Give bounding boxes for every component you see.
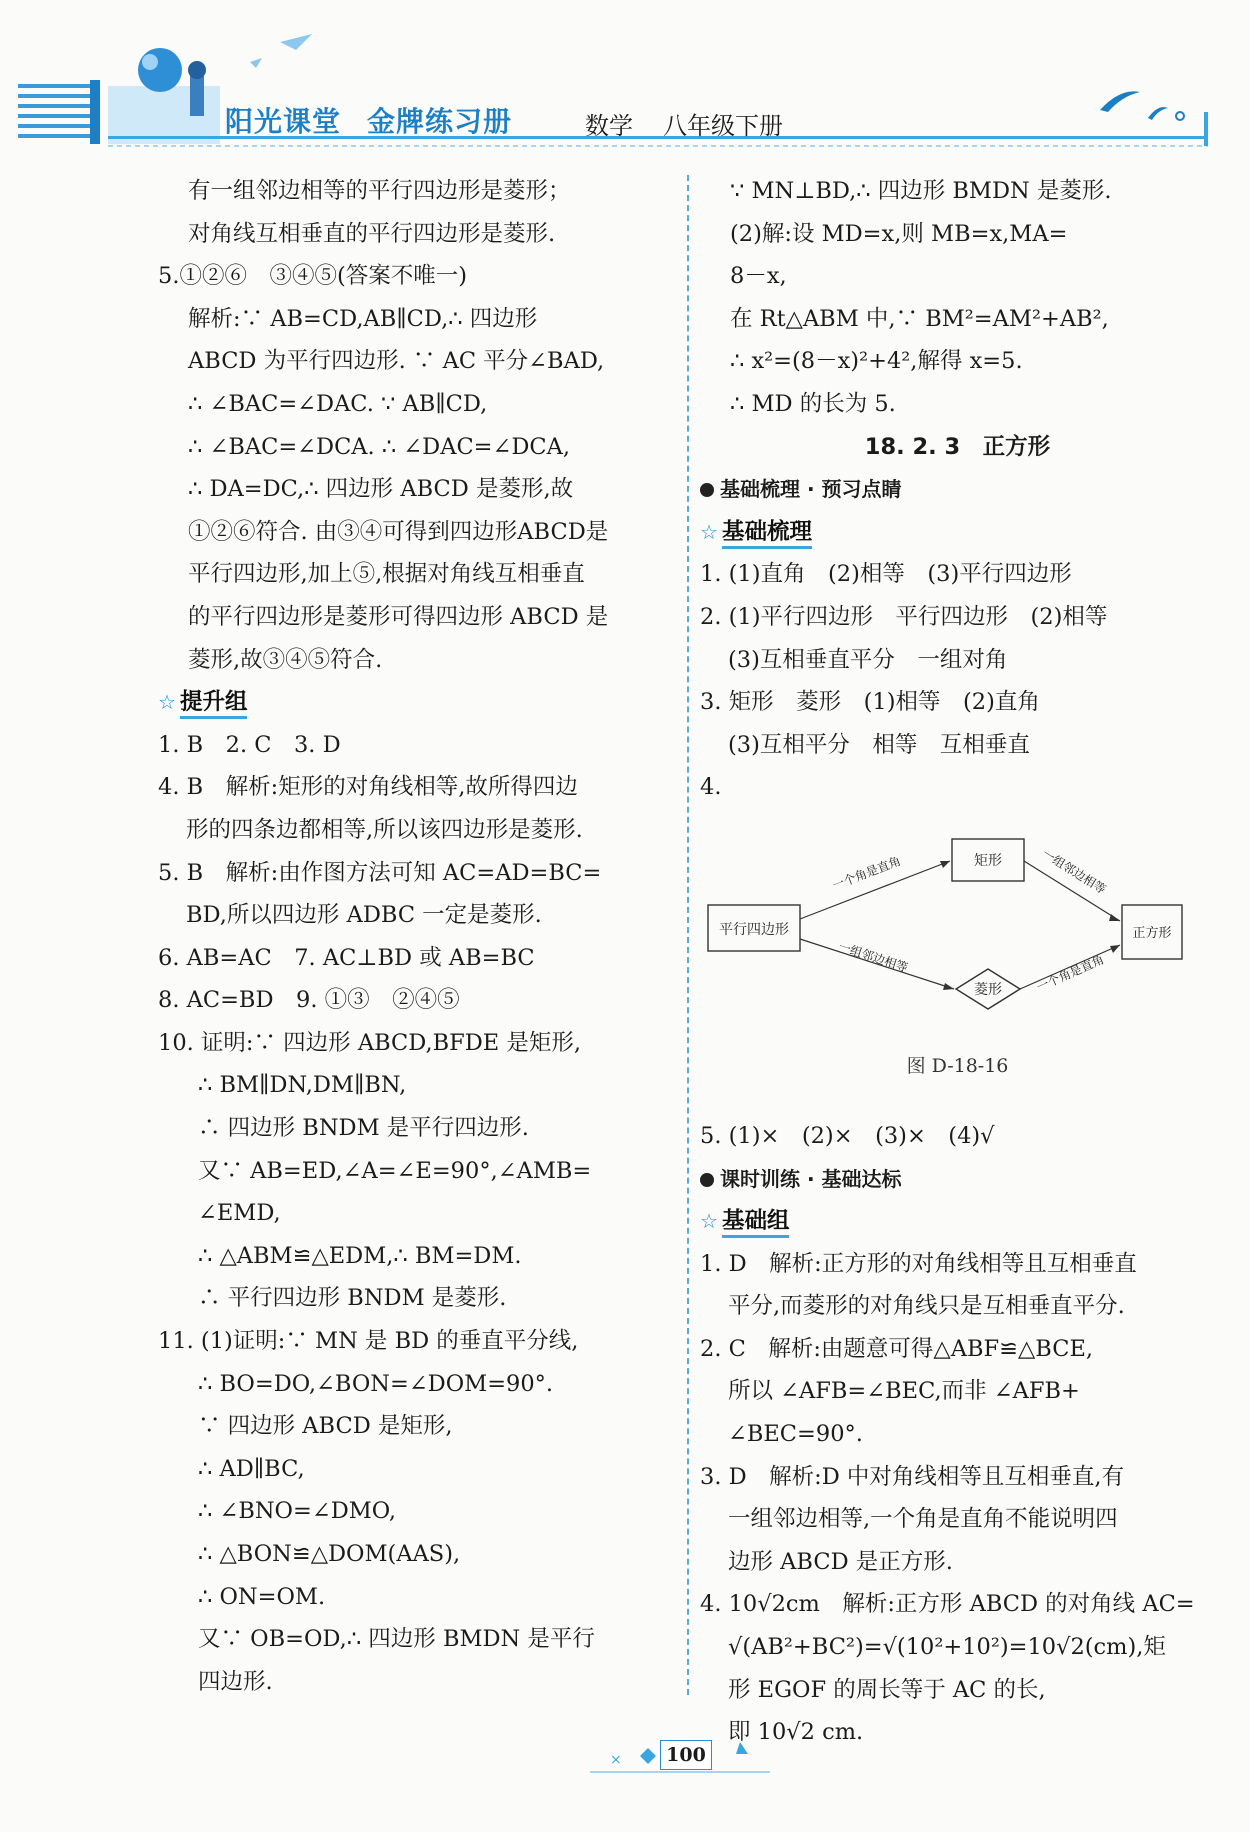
answer-line: 11. (1)证明:∵ MN 是 BD 的垂直平分线, xyxy=(158,1328,579,1355)
answer-line: 又∵ OB=OD,∴ 四边形 BMDN 是平行 xyxy=(198,1626,595,1653)
answer-line: ∵ 四边形 ABCD 是矩形, xyxy=(198,1413,453,1440)
answer-line: (2)解:设 MD=x,则 MB=x,MA= xyxy=(730,220,1068,247)
answer-line: 1. B 2. C 3. D xyxy=(158,731,341,758)
edge-label-p-rect: 一个角是直角 xyxy=(830,853,903,893)
answer-line: 即 10√2 cm. xyxy=(728,1719,864,1746)
answer-line: 一组邻边相等,一个角是直角不能说明四 xyxy=(728,1506,1118,1533)
subject-label: 数学 xyxy=(585,112,633,140)
answer-line: 又∵ AB=ED,∠A=∠E=90°,∠AMB= xyxy=(198,1157,592,1184)
diagram-svg xyxy=(700,809,1200,1047)
answer-line: 10. 证明:∵ 四边形 ABCD,BFDE 是矩形, xyxy=(158,1029,582,1056)
answer-line: ∴ AD∥BC, xyxy=(198,1455,305,1482)
answer-line: 3. 矩形 菱形 (1)相等 (2)直角 xyxy=(700,689,1040,716)
answer-line: 5.①②⑥ ③④⑤(答案不唯一) xyxy=(158,263,468,290)
answer-line: 5. B 解析:由作图方法可知 AC=AD=BC= xyxy=(158,859,602,886)
subsection-heading-text: 提升组 xyxy=(180,689,248,719)
node-rectangle-label: 矩形 xyxy=(974,852,1002,869)
section-title: 18. 2. 3 正方形 xyxy=(864,433,1051,460)
answer-line: ∴ △ABM≌△EDM,∴ BM=DM. xyxy=(198,1242,522,1269)
star-icon: ☆ xyxy=(158,690,176,715)
node-rhombus-label: 菱形 xyxy=(974,981,1002,998)
answer-line: 平分,而菱形的对角线只是互相垂直平分. xyxy=(728,1293,1125,1320)
answer-line: (3)互相垂直平分 一组对角 xyxy=(728,646,1008,673)
series-name: 金牌练习册 xyxy=(367,105,513,138)
subsection-heading xyxy=(700,511,1215,554)
answer-line: ∠EMD, xyxy=(198,1200,281,1227)
answer-line: 3. D 解析:D 中对角线相等且互相垂直,有 xyxy=(700,1463,1125,1490)
star-icon: ☆ xyxy=(700,1209,718,1234)
answer-line: √(AB²+BC²)=√(10²+10²)=10√2(cm),矩 xyxy=(728,1634,1166,1661)
subsection-heading-text: 基础组 xyxy=(722,1208,790,1238)
section-heading xyxy=(700,468,1215,511)
answer-line: ∴ ON=OM. xyxy=(198,1583,326,1610)
answer-line: ∴ MD 的长为 5. xyxy=(730,390,896,417)
answer-line: 1. (1)直角 (2)相等 (3)平行四边形 xyxy=(700,561,1072,588)
left-column xyxy=(158,170,678,1703)
answer-line: 8. AC=BD 9. ①③ ②④⑤ xyxy=(158,987,460,1014)
answer-line: ①②⑥符合. 由③④可得到四边形ABCD是 xyxy=(188,518,609,545)
answer-line: ∴ x²=(8－x)²+4²,解得 x=5. xyxy=(730,348,1023,375)
answer-line: 5. (1)× (2)× (3)× (4)√ xyxy=(700,1122,995,1149)
answer-line: ∴ BO=DO,∠BON=∠DOM=90°. xyxy=(198,1370,554,1397)
answer-line: 有一组邻边相等的平行四边形是菱形； xyxy=(188,178,571,204)
answer-line: ∵ MN⊥BD,∴ 四边形 BMDN 是菱形. xyxy=(730,178,1112,204)
edge-label-rect-sq: 一组邻边相等 xyxy=(1039,846,1109,897)
answer-line: 四边形. xyxy=(198,1668,273,1695)
figure-caption: 图 D-18-16 xyxy=(906,1054,1009,1077)
answer-line: 所以 ∠AFB=∠BEC,而非 ∠AFB+ xyxy=(728,1378,1080,1405)
subsection-heading xyxy=(158,681,678,724)
node-parallelogram-label: 平行四边形 xyxy=(719,921,789,938)
answer-line: ∴ ∠BAC=∠DAC. ∵ AB∥CD, xyxy=(188,390,488,417)
star-icon: ☆ xyxy=(700,519,718,544)
answer-line: 形 EGOF 的周长等于 AC 的长, xyxy=(728,1676,1046,1703)
answer-line: 2. C 解析:由题意可得△ABF≌△BCE, xyxy=(700,1335,1094,1362)
page-header xyxy=(0,0,1250,160)
answer-line: 4. B 解析:矩形的对角线相等,故所得四边 xyxy=(158,774,578,801)
node-square-label: 正方形 xyxy=(1132,925,1172,941)
book-subject-grade xyxy=(585,106,813,141)
brand-name: 阳光课堂 xyxy=(225,105,342,138)
answer-line: ∴ ∠BNO=∠DMO, xyxy=(198,1498,397,1525)
answer-line: ∴ 平行四边形 BNDM 是菱形. xyxy=(198,1285,507,1312)
book-title xyxy=(225,100,538,140)
section-heading-text: 课时训练 · 基础达标 xyxy=(720,1166,902,1191)
answer-line: 解析:∵ AB=CD,AB∥CD,∴ 四边形 xyxy=(188,305,538,332)
answer-line: 2. (1)平行四边形 平行四边形 (2)相等 xyxy=(700,603,1108,630)
grade-label: 八年级下册 xyxy=(663,112,783,140)
right-column-bottom xyxy=(700,1115,1215,1754)
answer-line: 4. 10√2cm 解析:正方形 ABCD 的对角线 AC= xyxy=(700,1591,1195,1618)
answer-line: 在 Rt△ABM 中,∵ BM²=AM²+AB², xyxy=(730,305,1109,332)
section-heading-text: 基础梳理 · 预习点睛 xyxy=(720,477,902,502)
answer-line: 平行四边形,加上⑤,根据对角线互相垂直 xyxy=(188,561,585,588)
answer-line: (3)互相平分 相等 互相垂直 xyxy=(728,731,1030,758)
answer-line: 6. AB=AC 7. AC⊥BD 或 AB=BC xyxy=(158,944,535,971)
right-column xyxy=(700,170,1215,1754)
answer-line: 8－x, xyxy=(730,263,787,290)
subsection-heading-text: 基础梳理 xyxy=(722,519,812,549)
answer-line: ABCD 为平行四边形. ∵ AC 平分∠BAD, xyxy=(188,348,605,375)
answer-line: 对角线互相垂直的平行四边形是菱形. xyxy=(188,220,556,247)
answer-line: ∴ 四边形 BNDM 是平行四边形. xyxy=(198,1115,529,1142)
edge-label-rh-sq: 一个角是直角 xyxy=(1034,952,1107,995)
section-heading xyxy=(700,1158,1215,1201)
quadrilateral-relation-diagram xyxy=(700,809,1215,1047)
column-divider xyxy=(687,175,689,1695)
answer-line: ∠BEC=90°. xyxy=(728,1421,863,1448)
edge-label-p-rh: 一组邻边相等 xyxy=(836,939,910,975)
answer-line: ∴ ∠BAC=∠DCA. ∴ ∠DAC=∠DCA, xyxy=(188,433,571,460)
answer-line: BD,所以四边形 ADBC 一定是菱形. xyxy=(186,902,542,929)
page-number: 100 xyxy=(660,1740,712,1770)
answer-line: 边形 ABCD 是正方形. xyxy=(728,1548,953,1575)
answer-line: ∴ DA=DC,∴ 四边形 ABCD 是菱形,故 xyxy=(188,476,574,503)
answer-line: 菱形,故③④⑤符合. xyxy=(188,646,383,673)
header-stripes xyxy=(18,80,100,144)
svg-text:×: × xyxy=(610,1752,622,1768)
answer-line: 形的四条边都相等,所以该四边形是菱形. xyxy=(186,816,583,843)
answer-line: 1. D 解析:正方形的对角线相等且互相垂直 xyxy=(700,1250,1137,1277)
subsection-heading xyxy=(700,1200,1215,1243)
answer-line: 的平行四边形是菱形可得四边形 ABCD 是 xyxy=(188,603,609,630)
answer-line: 4. xyxy=(700,774,722,801)
right-column-top xyxy=(700,170,1215,809)
bullet-icon xyxy=(700,1173,714,1187)
answer-line: ∴ BM∥DN,DM∥BN, xyxy=(198,1072,407,1099)
answer-line: ∴ △BON≌△DOM(AAS), xyxy=(198,1541,461,1567)
bullet-icon xyxy=(700,483,714,497)
birds-icon xyxy=(1100,91,1184,120)
